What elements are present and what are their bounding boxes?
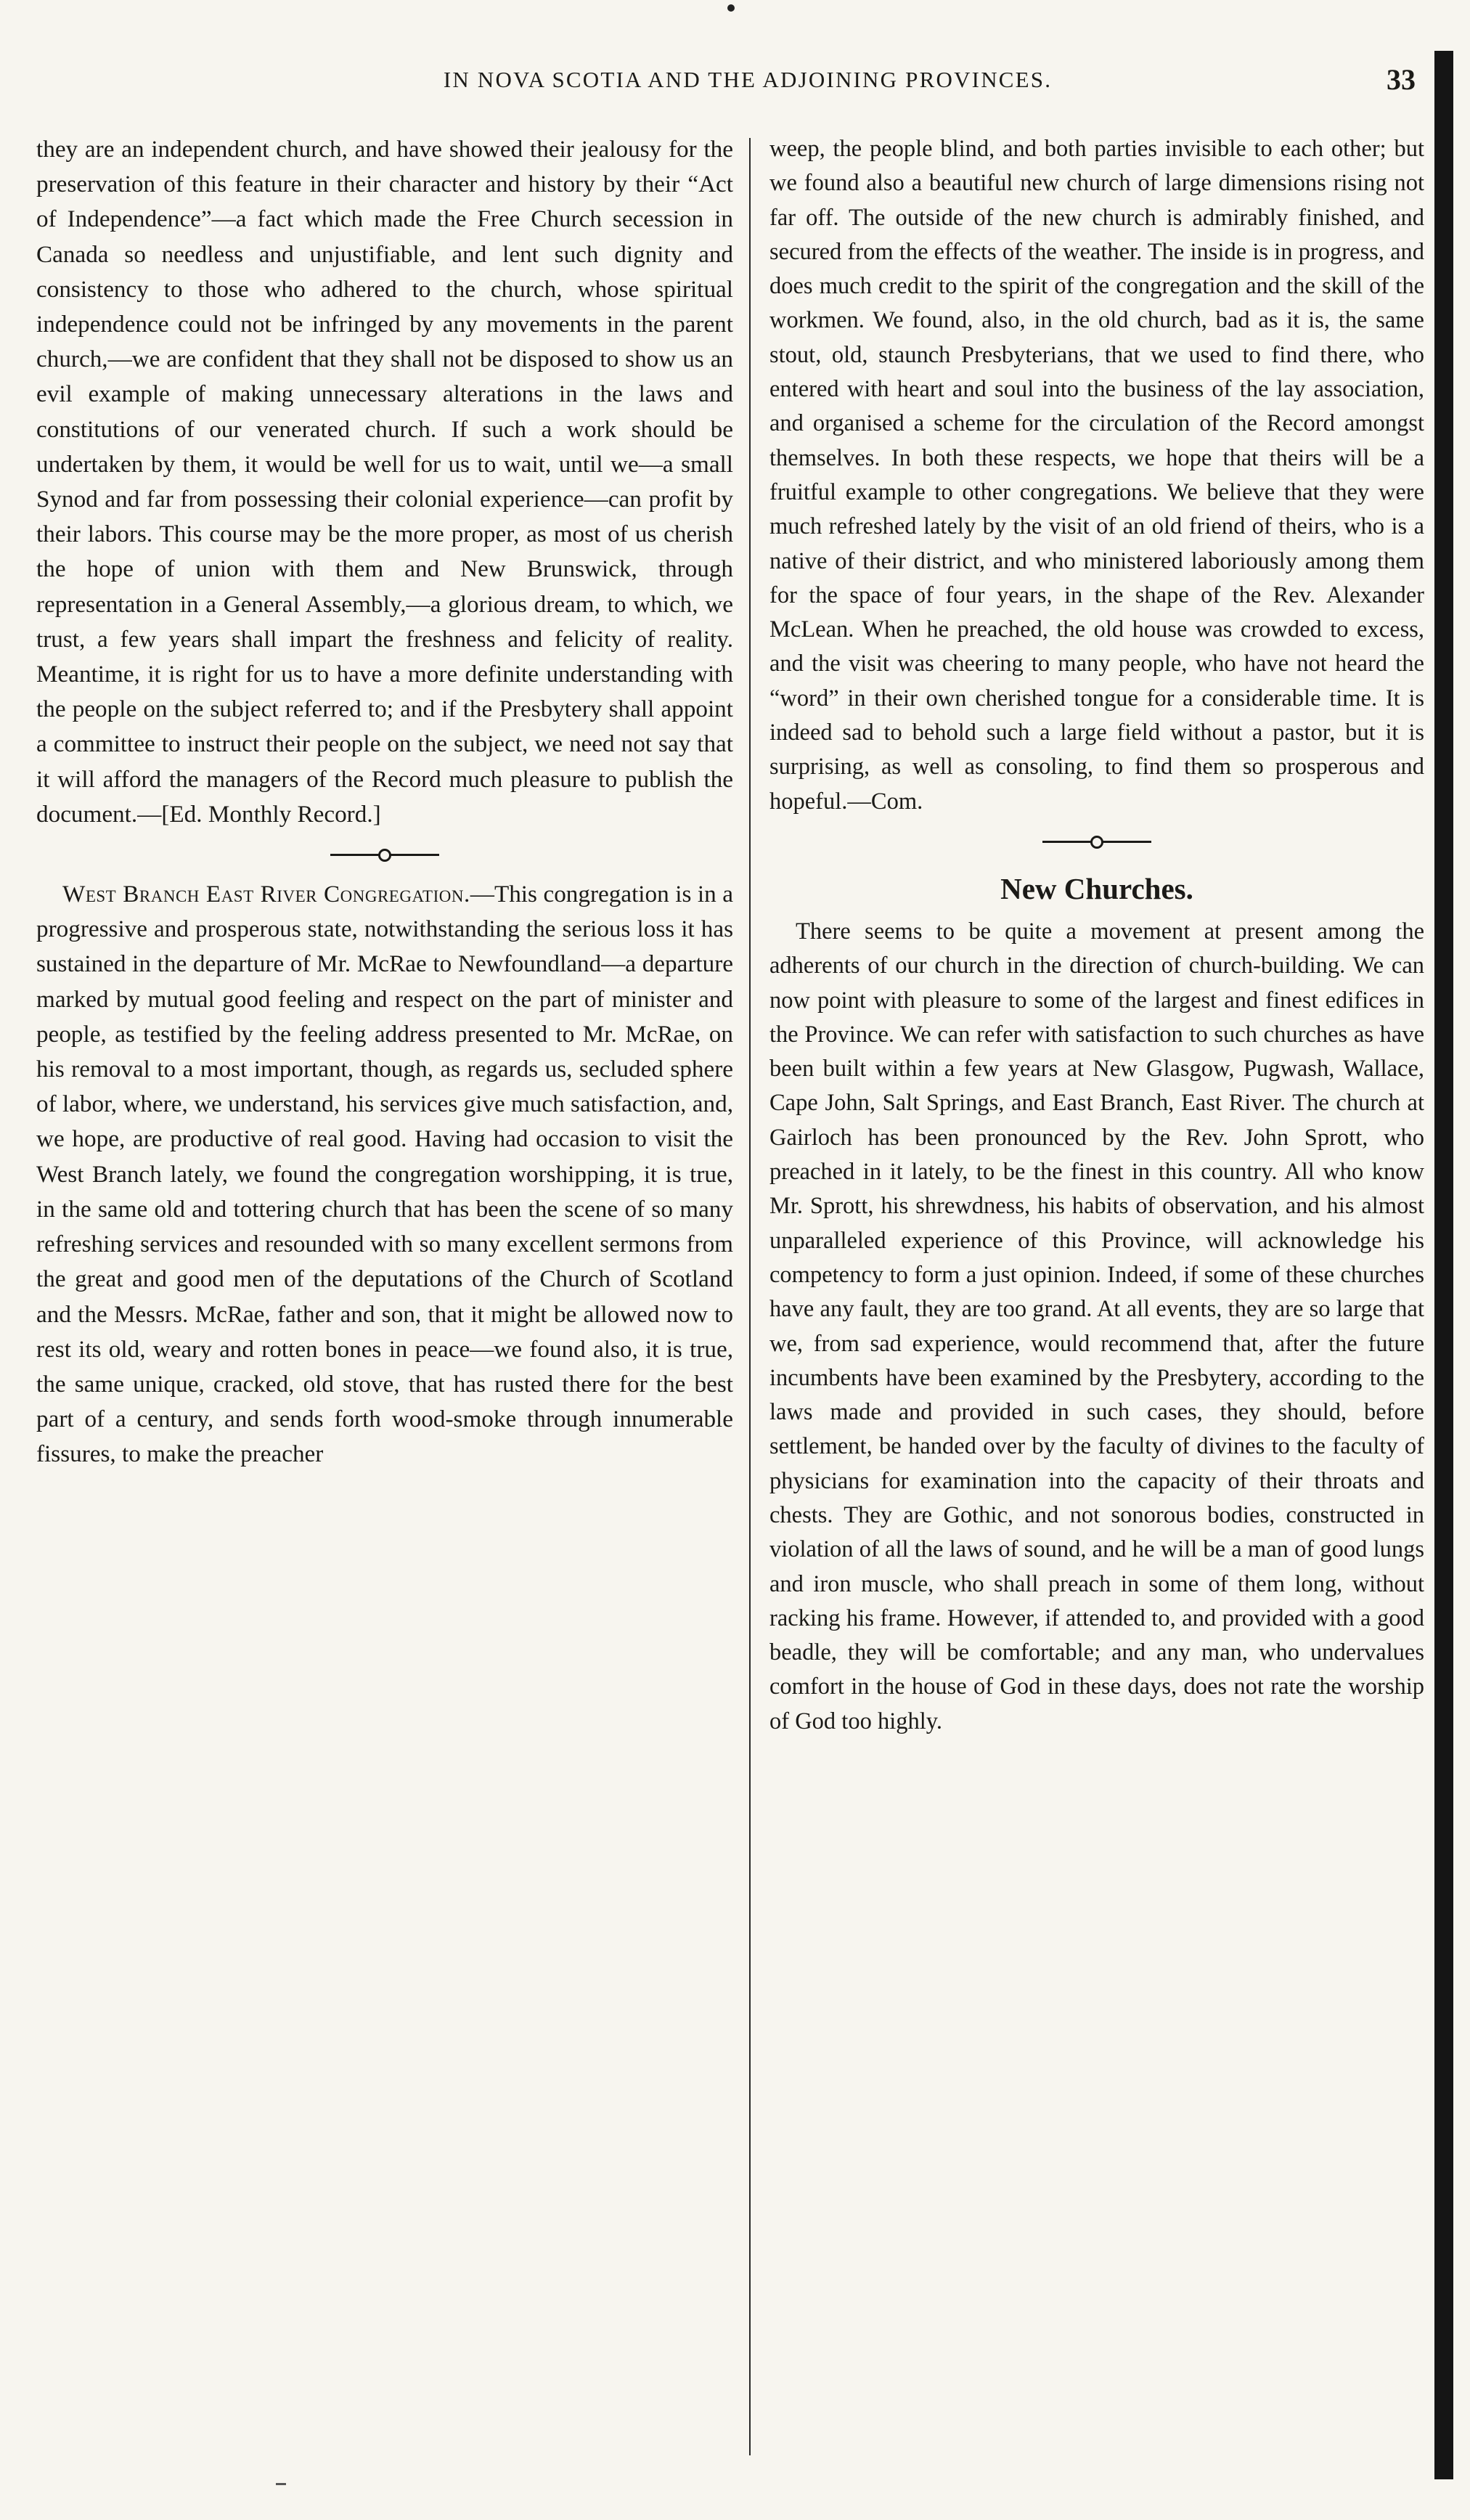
page-number: 33 xyxy=(1387,63,1416,96)
right-column xyxy=(769,132,1424,1739)
running-head: IN NOVA SCOTIA AND THE ADJOINING PROVINCES. xyxy=(443,67,1053,92)
section-divider-ornament xyxy=(1042,835,1151,848)
article-heading: West Branch East River Congregation. xyxy=(62,881,470,908)
section-divider-ornament xyxy=(330,848,439,861)
page-header xyxy=(80,63,1416,110)
left-column xyxy=(36,132,733,1472)
section-title: New Churches. xyxy=(1000,871,1193,905)
print-mark xyxy=(276,2483,286,2485)
article-text: —This congregation is in a progressive and prosperous state, notwithstanding the serious loss it has sustained in the departure of Mr. McRae to Newfoundland—a departure marked by mutual good feeling and respect on the part of minister and people, as testified by the feeling address presented to Mr. McRae, on his removal to a most important, though, as regards us, secluded sphere of labor, where, we understand, his services give much satisfaction, and, we hope, are productive of real good. Having had occasion to visit the West Branch lately, we found the congregation worshipping, it is true, in the same old and tottering church that has been the scene of so many refreshing services and resounded with so many excellent sermons from the great and good men of the deputations of the Church of Scotland and the Messrs. McRae, father and son, that it might be allowed now to rest its old, weary and rotten bones in peace—we found also, it is true, the same unique, cracked, old stove, that has rusted there for the best part of a century, and sends forth wood-smoke through innumerable fissures, to make the preacher xyxy=(36,881,733,1468)
column-rule xyxy=(749,138,751,2455)
right-continuation-paragraph: weep, the people blind, and both parties invisible to each other; but we found also a beautiful new church of large dimensions rising not far off. The outside of the new church is admirably finished, and secured from the effects of the weather. The inside is in progress, and does much credit to the spirit of the congregation and the skill of the workmen. We found, also, in the old church, bad as it is, the same stout, old, staunch Presbyterians, that we used to find there, who entered with heart and soul into the business of the lay association, and organised a scheme for the circulation of the Record amongst themselves. In both these respects, we hope that theirs will be a fruitful example to other congregations. We believe that they were much refreshed lately by the visit of an old friend of theirs, who is a native of their district, and who ministered laboriously among them for the space of four years, in the shape of the Rev. Alexander McLean. When he preached, the old house was crowded to excess, and the visit was cheering to many people, who have not heard the “word” in their own cherished tongue for a considerable time. It is indeed sad to behold such a large field without a pastor, but it is surprising, as well as consoling, to find them so prosperous and hopeful.—Com. xyxy=(769,136,1424,815)
page-edge-shadow xyxy=(1434,51,1453,2479)
new-churches-article: There seems to be quite a movement at present among the adherents of our church in the direction of church-building. We can now point with pleasure to some of the largest and finest edifices in the Province. We can refer with satisfaction to such churches as have been built within a few years at New Glasgow, Pugwash, Wallace, Cape John, Salt Springs, and East Branch, East River. The church at Gairloch has been pronounced by the Rev. John Sprott, who preached in it lately, to be the finest in this country. All who know Mr. Sprott, his shrewdness, his habits of observation, and his almost unparalleled experience of this Province, will acknowledge his competency to form a just opinion. Indeed, if some of these churches have any fault, they are too grand. At all events, they are so large that we, from sad experience, would recommend that, after the future incumbents have been examined by the Presbytery, according to the laws made and provided in such cases, they should, before settlement, be handed over by the faculty of divines to the faculty of physicians for examination into the capacity of their throats and chests. They are Gothic, and not sonorous bodies, constructed in violation of all the laws of sound, and he will be a man of good lungs and iron muscle, who shall preach in some of them long, without racking his frame. However, if attended to, and provided with a good beadle, they will be comfortable; and any man, who undervalues comfort in the house of God in these days, does not rate the worship of God too highly. xyxy=(769,918,1424,1734)
print-speck xyxy=(727,4,735,12)
west-branch-article xyxy=(36,877,733,1472)
left-continuation-paragraph: they are an independent church, and have showed their jealousy for the preservation of this feature in their character and history by their “Act of Independence”—a fact which made the Free Church secession in Canada so needless and unjustifiable, and lent such dignity and consistency to those who adhered to the church, whose spiritual independence could not be infringed by any movements in the parent church,—we are confident that they shall not be disposed to show us an evil example of making unnecessary alterations in the laws and constitutions of our venerated church. If such a work should be undertaken by them, it would be well for us to wait, until we—a small Synod and far from possessing their colonial experience—can profit by their labors. This course may be the more proper, as most of us cherish the hope of union with them and New Brunswick, through representation in a General Assembly,—a glorious dream, to which, we trust, a few years shall impart the freshness and felicity of reality. Meantime, it is right for us to have a more definite understanding with the people on the subject referred to; and if the Presbytery shall appoint a committee to instruct their people on the subject, we need not say that it will afford the managers of the Record much pleasure to publish the document.—[Ed. Monthly Record.] xyxy=(36,136,733,828)
